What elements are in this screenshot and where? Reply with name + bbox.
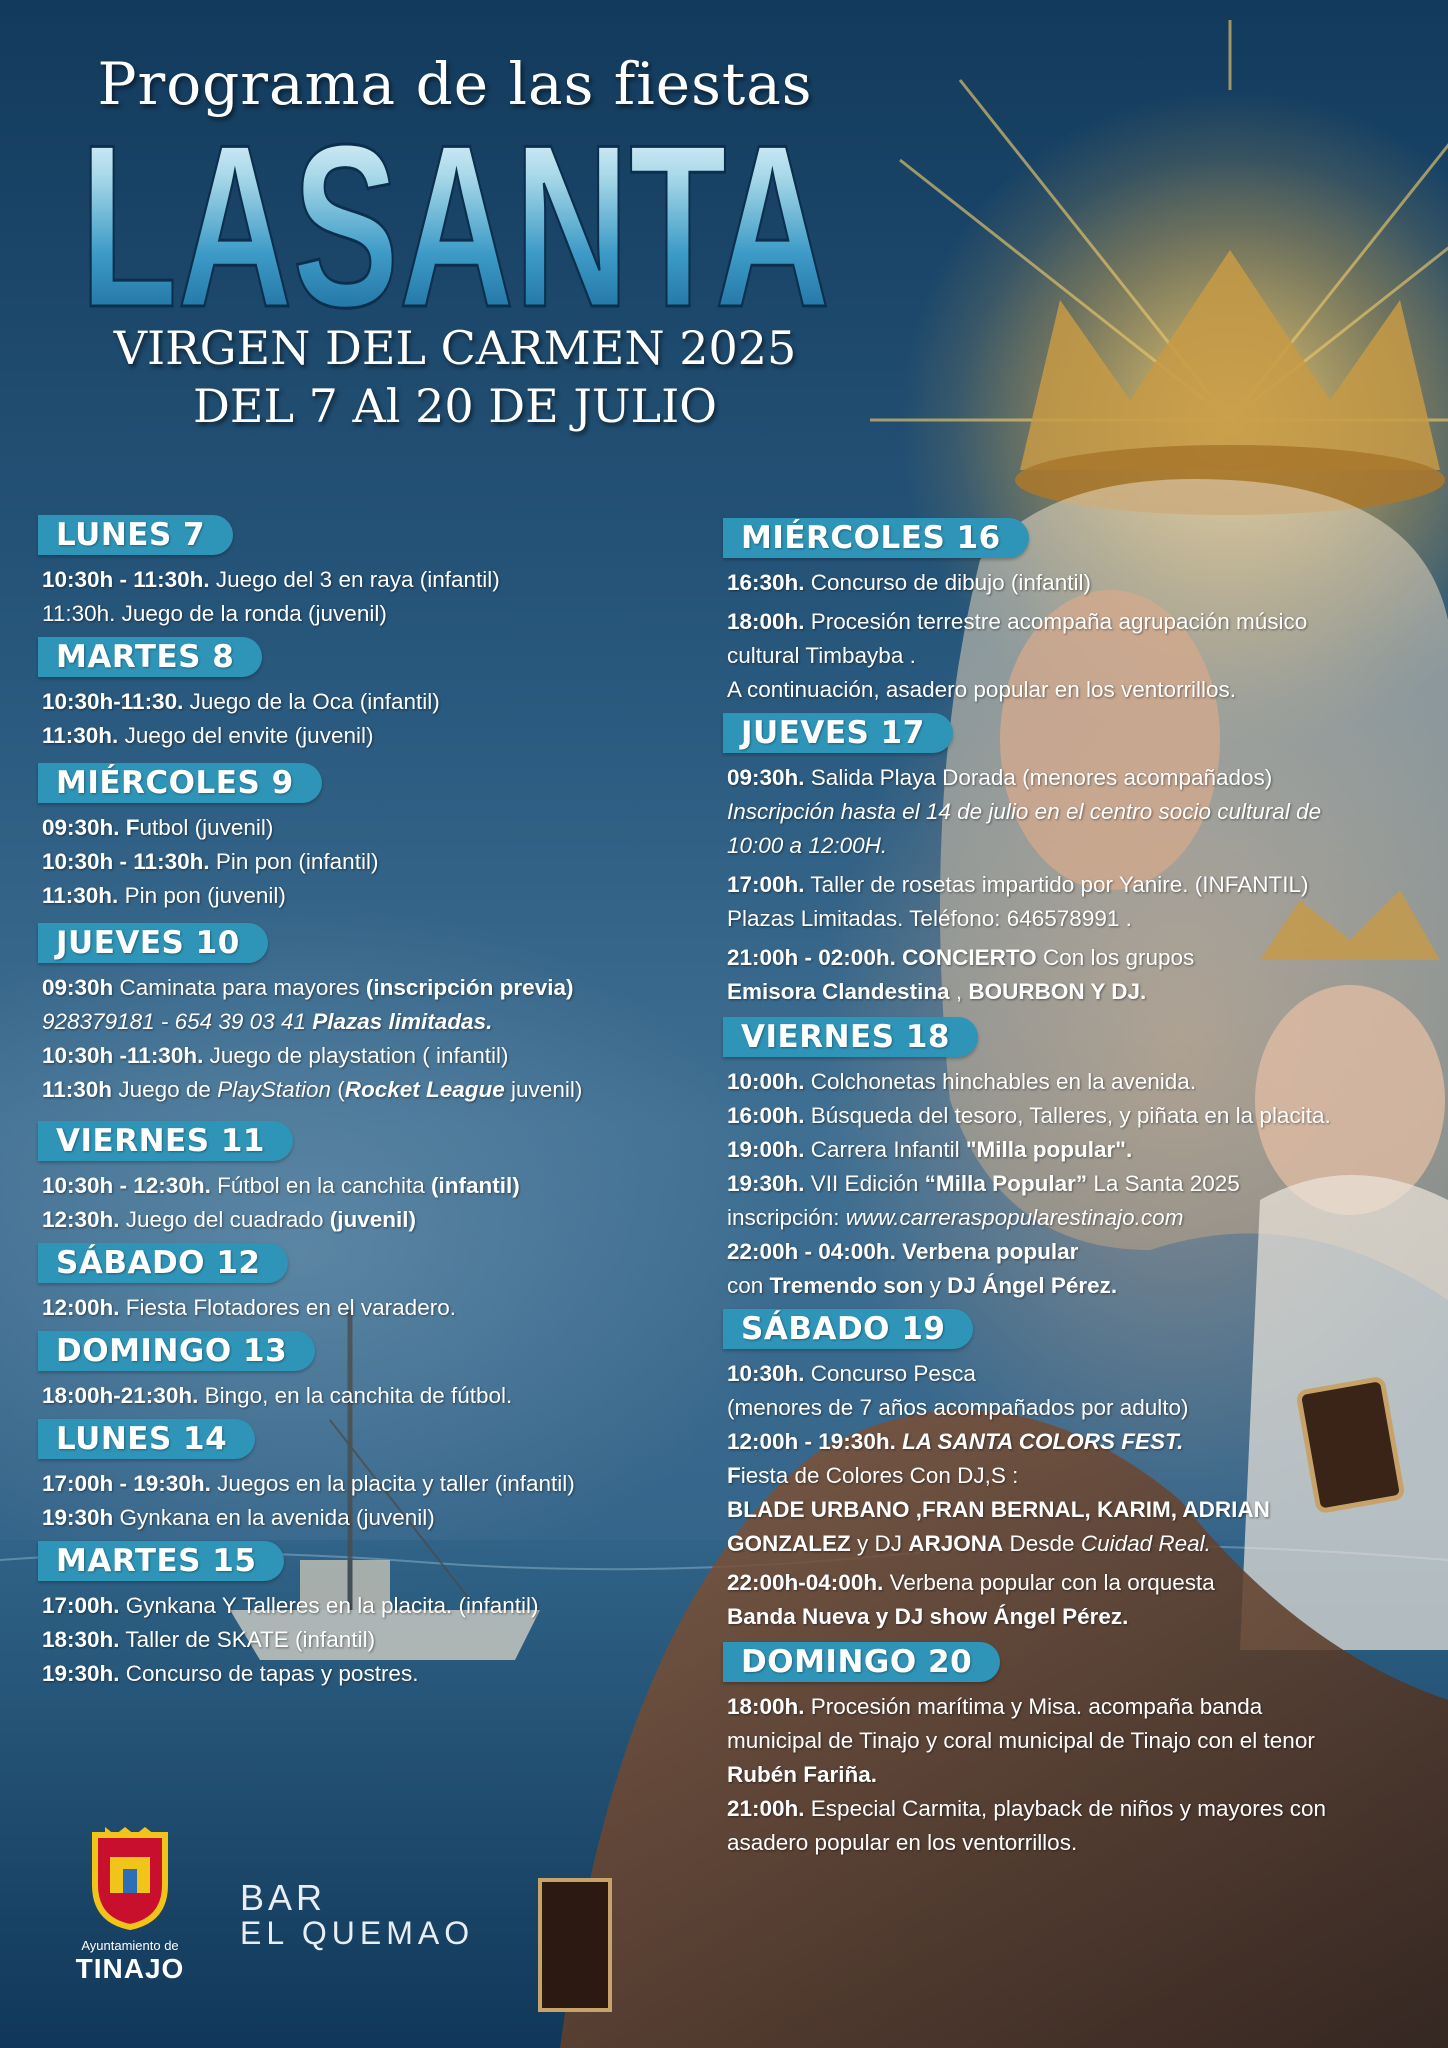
event-text: (infantil)	[430, 1173, 520, 1198]
day-heading: VIERNES 18	[723, 1017, 978, 1057]
event-line	[727, 902, 1435, 936]
event-text: Tremendo son	[769, 1273, 924, 1298]
day-block	[30, 763, 700, 913]
event-line	[42, 719, 700, 753]
event-list	[727, 761, 1435, 1009]
event-line	[42, 563, 700, 597]
event-line	[42, 1623, 700, 1657]
day-heading: MARTES 15	[38, 1541, 284, 1581]
event-text: 17:00h.	[727, 872, 805, 897]
event-line	[42, 879, 700, 913]
day-heading: MIÉRCOLES 9	[38, 763, 322, 803]
event-line	[42, 1039, 700, 1073]
event-text: 16:00h.	[727, 1103, 805, 1128]
event-text: VII Edición	[804, 1171, 925, 1196]
event-text: Taller de SKATE (infantil)	[119, 1627, 376, 1652]
event-text: Juego de	[112, 1077, 218, 1102]
event-text: cultural Timbayba .	[727, 643, 916, 668]
event-text: 21:00h - 02:00h.	[727, 945, 896, 970]
event-line	[727, 1065, 1435, 1099]
day-block	[30, 637, 700, 753]
event-line	[42, 1657, 700, 1691]
day-block	[715, 1017, 1435, 1303]
event-text: Banda Nueva y DJ show Ángel Pérez.	[727, 1604, 1129, 1629]
event-text: Colchonetas hinchables en la avenida.	[804, 1069, 1197, 1094]
event-text: Desde	[1003, 1531, 1081, 1556]
day-heading: MARTES 8	[38, 637, 262, 677]
event-text: y DJ	[850, 1531, 909, 1556]
event-list	[727, 1357, 1435, 1634]
event-text: 12:00h.	[42, 1295, 120, 1320]
event-text: (juvenil)	[329, 1207, 416, 1232]
event-list	[42, 1169, 700, 1237]
event-line	[727, 941, 1435, 975]
event-text: ARJONA	[908, 1531, 1004, 1556]
day-heading: JUEVES 10	[38, 923, 268, 963]
event-text: 18:00h-21:30h.	[42, 1383, 199, 1408]
event-text: Plazas limitadas.	[312, 1009, 493, 1034]
event-line	[727, 1357, 1435, 1391]
event-list	[727, 1065, 1435, 1303]
event-text: 21:00h.	[727, 1796, 805, 1821]
event-text: Verbena popular	[902, 1239, 1079, 1264]
event-text: utbol (juvenil)	[139, 815, 274, 840]
day-heading: DOMINGO 13	[38, 1331, 315, 1371]
event-line	[727, 761, 1435, 795]
tinajo-label: TINAJO	[75, 1953, 185, 1984]
event-text: Juegos en la placita y taller (infantil)	[210, 1471, 575, 1496]
event-text: Procesión marítima y Misa. acompaña banda	[804, 1694, 1263, 1719]
day-block	[30, 1541, 700, 1691]
event-text: Caminata para mayores	[113, 975, 366, 1000]
event-text: Gynkana Y Talleres en la placita. (infantil)	[119, 1593, 539, 1618]
day-heading: SÁBADO 12	[38, 1243, 288, 1283]
event-text: Pin pon (juvenil)	[118, 883, 286, 908]
event-line	[727, 1826, 1435, 1860]
event-list	[42, 971, 700, 1107]
event-text: La Santa 2025	[1087, 1171, 1240, 1196]
event-text: F	[727, 1463, 741, 1488]
event-line	[727, 1269, 1435, 1303]
event-text: ,	[949, 979, 969, 1004]
day-block	[715, 518, 1435, 707]
lasanta-logo-text: LASANTA	[80, 124, 830, 319]
event-text: 10:30h - 11:30h.	[42, 567, 210, 592]
event-text: 10:00 a 12:00H.	[727, 833, 888, 858]
event-text: Procesión terrestre acompaña agrupación músico	[804, 609, 1308, 634]
event-line	[727, 1201, 1435, 1235]
event-text: Bingo, en la canchita de fútbol.	[198, 1383, 513, 1408]
poster-subtitle: Programa de las fiestas	[97, 50, 813, 118]
poster-header	[40, 50, 870, 435]
schedule-right-column	[715, 518, 1435, 1866]
event-list	[42, 811, 700, 913]
event-text: Pin pon (infantil)	[209, 849, 379, 874]
event-text: Con los grupos	[1036, 945, 1195, 970]
event-line	[727, 1391, 1435, 1425]
event-text: iesta de Colores Con DJ,S :	[740, 1463, 1019, 1488]
coat-of-arms-icon	[85, 1825, 175, 1930]
event-text: (	[330, 1077, 345, 1102]
day-block	[30, 1121, 700, 1237]
event-line	[727, 1600, 1435, 1634]
event-text: 10:30h - 11:30h.	[42, 849, 210, 874]
event-text: municipal de Tinajo y coral municipal de Tinajo con el tenor	[727, 1728, 1315, 1753]
event-line	[727, 566, 1435, 600]
event-text: 22:00h-04:00h.	[727, 1570, 884, 1595]
event-text: (menores de 7 años acompañados por adulto)	[727, 1395, 1189, 1420]
event-text: Emisora Clandestina	[727, 979, 950, 1004]
event-text: 10:00h.	[727, 1069, 805, 1094]
event-text: LA SANTA COLORS FEST.	[902, 1429, 1184, 1454]
event-text: Concurso Pesca	[804, 1361, 976, 1386]
event-line	[42, 811, 700, 845]
event-text: Especial Carmita, playback de niños y mayores con	[804, 1796, 1327, 1821]
day-heading: VIERNES 11	[38, 1121, 293, 1161]
event-line	[727, 795, 1435, 829]
day-heading: LUNES 14	[38, 1419, 255, 1459]
lasanta-logo	[75, 124, 835, 319]
event-text: y	[923, 1273, 948, 1298]
event-text: A continuación, asadero popular en los ventorrillos.	[727, 677, 1237, 702]
event-line	[42, 1379, 700, 1413]
event-line	[727, 1235, 1435, 1269]
event-line	[727, 673, 1435, 707]
event-text: 22:00h - 04:00h.	[727, 1239, 896, 1264]
event-text: 18:30h.	[42, 1627, 120, 1652]
day-heading: DOMINGO 20	[723, 1642, 1000, 1682]
event-list	[42, 1379, 700, 1413]
event-text: 12:30h.	[42, 1207, 120, 1232]
day-heading: LUNES 7	[38, 515, 233, 555]
event-text: 18:00h.	[727, 1694, 805, 1719]
event-text: 19:30h.	[727, 1171, 805, 1196]
event-line	[42, 1589, 700, 1623]
event-text: Concurso de tapas y postres.	[119, 1661, 419, 1686]
event-line	[42, 845, 700, 879]
event-line	[727, 1566, 1435, 1600]
event-text: www.carreraspopularestinajo.com	[845, 1205, 1184, 1230]
event-line	[727, 1099, 1435, 1133]
event-line	[727, 1133, 1435, 1167]
event-text: 11:30h. Juego de la ronda (juvenil)	[42, 601, 387, 626]
day-heading: SÁBADO 19	[723, 1309, 973, 1349]
event-line	[727, 1690, 1435, 1724]
event-line	[727, 829, 1435, 863]
event-text: 928379181 - 654 39 03 41	[42, 1009, 313, 1034]
event-text: Juego de la Oca (infantil)	[183, 689, 440, 714]
event-text: BOURBON Y DJ.	[968, 979, 1147, 1004]
tinajo-label-small: Ayuntamiento de	[81, 1938, 179, 1953]
event-line	[42, 971, 700, 1005]
day-heading: JUEVES 17	[723, 713, 953, 753]
event-text: Juego del envite (juvenil)	[118, 723, 374, 748]
event-text: 10:30h.	[727, 1361, 805, 1386]
event-text: Juego de playstation ( infantil)	[203, 1043, 509, 1068]
event-line	[42, 1203, 700, 1237]
event-line	[727, 1425, 1435, 1459]
tinajo-council-logo	[70, 1825, 190, 1985]
event-list	[42, 1467, 700, 1535]
event-list	[42, 1291, 700, 1325]
event-text: Concurso de dibujo (infantil)	[804, 570, 1091, 595]
day-block	[30, 923, 700, 1107]
day-block	[30, 515, 700, 631]
event-line	[42, 1005, 700, 1039]
event-line	[42, 597, 700, 631]
event-text: 10:30h -11:30h.	[42, 1043, 204, 1068]
event-text: Fiesta Flotadores en el varadero.	[119, 1295, 456, 1320]
day-block	[30, 1331, 700, 1413]
event-text: 11:30h	[42, 1077, 113, 1102]
day-block	[715, 1309, 1435, 1634]
event-text: 11:30h.	[42, 883, 119, 908]
bar-logo-line2: EL QUEMAO	[240, 1915, 475, 1951]
bar-logo-line1: BAR	[240, 1877, 327, 1918]
event-text: 11:30h.	[42, 723, 119, 748]
event-text: Salida Playa Dorada (menores acompañados)	[804, 765, 1273, 790]
event-text: Búsqueda del tesoro, Talleres, y piñata en la placita.	[804, 1103, 1331, 1128]
event-text: 12:00h - 19:30h.	[727, 1429, 896, 1454]
event-text: 17:00h - 19:30h.	[42, 1471, 211, 1496]
event-text: (inscripción previa)	[365, 975, 574, 1000]
event-line	[727, 605, 1435, 639]
event-text: inscripción:	[727, 1205, 846, 1230]
event-list	[727, 566, 1435, 707]
event-line	[727, 1792, 1435, 1826]
day-block	[715, 1642, 1435, 1860]
day-block	[715, 713, 1435, 1009]
event-text: 09:30h. F	[42, 815, 140, 840]
event-text: CONCIERTO	[902, 945, 1037, 970]
day-block	[30, 1243, 700, 1325]
event-text: 17:00h.	[42, 1593, 120, 1618]
poster-event-title: VIRGEN DEL CARMEN 2025	[113, 321, 797, 375]
event-text: Cuidad Real.	[1080, 1531, 1211, 1556]
event-line	[727, 639, 1435, 673]
event-line	[42, 1169, 700, 1203]
event-text: "Milla popular".	[965, 1137, 1133, 1162]
event-line	[727, 1493, 1435, 1527]
event-text: 09:30h.	[727, 765, 805, 790]
day-heading: MIÉRCOLES 16	[723, 518, 1029, 558]
event-text: 18:00h.	[727, 609, 805, 634]
event-text: Fútbol en la canchita	[210, 1173, 431, 1198]
event-text: 19:30h.	[42, 1661, 120, 1686]
event-text: BLADE URBANO ,FRAN BERNAL, KARIM, ADRIAN	[727, 1497, 1270, 1522]
event-line	[727, 1167, 1435, 1201]
event-text: 19:00h.	[727, 1137, 805, 1162]
event-list	[727, 1690, 1435, 1860]
event-text: PlayStation	[217, 1077, 331, 1102]
event-line	[727, 1724, 1435, 1758]
event-text: con	[727, 1273, 770, 1298]
day-block	[30, 1419, 700, 1535]
event-line	[42, 1073, 700, 1107]
event-text: Carrera Infantil	[804, 1137, 966, 1162]
schedule-left-column	[30, 515, 700, 1697]
event-line	[727, 868, 1435, 902]
event-text: DJ Ángel Pérez.	[947, 1273, 1118, 1298]
event-text: Taller de rosetas impartido por Yanire. (INFANTIL)	[804, 872, 1309, 897]
event-text: GONZALEZ	[727, 1531, 851, 1556]
event-text: asadero popular en los ventorrillos.	[727, 1830, 1078, 1855]
poster-dates: DEL 7 Al 20 DE JULIO	[193, 379, 717, 433]
event-text: 09:30h	[42, 975, 114, 1000]
event-text: 10:30h - 12:30h.	[42, 1173, 211, 1198]
event-list	[42, 1589, 700, 1691]
event-text: Gynkana en la avenida (juvenil)	[113, 1505, 435, 1530]
event-text: 16:30h.	[727, 570, 805, 595]
event-line	[727, 1758, 1435, 1792]
event-line	[42, 1291, 700, 1325]
event-line	[727, 1459, 1435, 1493]
event-text: Verbena popular con la orquesta	[883, 1570, 1215, 1595]
event-text: juvenil)	[504, 1077, 583, 1102]
event-line	[42, 685, 700, 719]
event-text: Plazas Limitadas. Teléfono: 646578991 .	[727, 906, 1132, 931]
event-list	[42, 563, 700, 631]
event-text: 10:30h-11:30.	[42, 689, 184, 714]
event-line	[727, 1527, 1435, 1561]
event-list	[42, 685, 700, 753]
event-text: 19:30h	[42, 1505, 114, 1530]
event-text: Inscripción hasta el 14 de julio en el centro socio cultural de	[727, 799, 1322, 824]
bar-el-quemao-logo	[240, 1877, 475, 1951]
event-text: Rubén Fariña.	[727, 1762, 878, 1787]
event-line	[727, 975, 1435, 1009]
event-text: “Milla Popular”	[924, 1171, 1088, 1196]
event-line	[42, 1501, 700, 1535]
event-text: Juego del 3 en raya (infantil)	[209, 567, 500, 592]
event-line	[42, 1467, 700, 1501]
event-text: Rocket League	[344, 1077, 505, 1102]
event-text: Juego del cuadrado	[119, 1207, 330, 1232]
